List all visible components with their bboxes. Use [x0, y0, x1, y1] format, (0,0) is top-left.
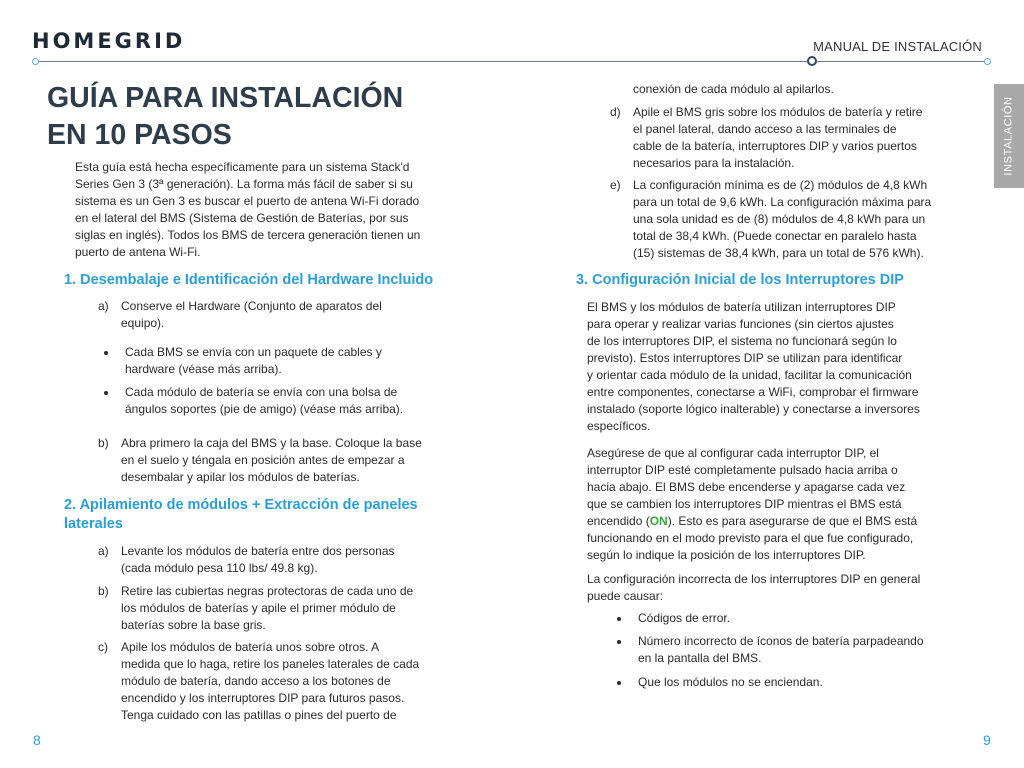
bullet-dot	[104, 351, 108, 355]
paragraph-line	[587, 513, 957, 530]
on-indicator: ON	[649, 514, 668, 528]
intro-line: puerto de antena Wi-Fi.	[75, 245, 201, 259]
list-item-line: necesarios para la instalación.	[633, 156, 795, 170]
intro-line: Esta guía está hecha específicamente para un sistema Stack'd	[75, 160, 410, 174]
list-label-c: c)	[98, 640, 108, 654]
manual-title: MANUAL DE INSTALACIÓN	[813, 39, 982, 54]
side-tab-label: INSTALACIÓN	[1003, 96, 1016, 176]
list-item-line: Tenga cuidado con las patillas o pines del puerto de	[121, 708, 397, 722]
paragraph-line: que se cambien los interruptores DIP mientras el BMS está	[587, 497, 902, 511]
page-number-left: 8	[33, 732, 41, 748]
bullet-item	[125, 344, 455, 378]
paragraph-line: específicos.	[587, 419, 651, 433]
section-2-heading	[64, 496, 464, 534]
list-item-line: cable de la batería, interruptores DIP y varios puertos	[633, 139, 917, 153]
list-item-line: módulo de batería, dando acceso a los botones de	[121, 674, 391, 688]
side-tab-instalacion	[994, 84, 1024, 188]
rule-center-marker	[807, 56, 817, 66]
paragraph-fragment: ). Esto es para asegurarse de que el BMS está	[667, 514, 918, 528]
list-item-line: equipo).	[121, 316, 165, 330]
section-2-heading-line: laterales	[64, 516, 123, 532]
bullet-item	[638, 674, 958, 691]
list-item-a	[121, 298, 451, 332]
section-3-paragraph-2	[587, 445, 957, 564]
bullet-dot	[104, 391, 108, 395]
paragraph-line: para operar y realizar varias funciones (sin ciertos ajustes	[587, 317, 894, 331]
list-label-d: d)	[610, 105, 621, 119]
bullet-line: en la pantalla del BMS.	[638, 651, 762, 665]
rule-end-dot-left	[32, 58, 39, 65]
bullet-dot	[617, 640, 621, 644]
list-item-line: total de 38,4 kWh. (Puede conectar en paralelo hasta	[633, 229, 917, 243]
paragraph-line: interruptor DIP esté completamente pulsado hacia arriba o	[587, 463, 898, 477]
paragraph-line: hacia abajo. El BMS debe encenderse y apagarse cada vez	[587, 480, 906, 494]
list-item-line: para un total de 9,6 kWh. La configuración máxima para	[633, 195, 932, 209]
list-item-line: La configuración mínima es de (2) módulos de 4,8 kWh	[633, 178, 928, 192]
intro-paragraph	[75, 159, 455, 261]
title-line-1: GUÍA PARA INSTALACIÓN	[47, 82, 404, 114]
list-item-line: en el suelo y téngala en posición antes de empezar a	[121, 453, 405, 467]
list-item-line: Conserve el Hardware (Conjunto de aparatos del	[121, 299, 382, 313]
bullet-line: Que los módulos no se enciendan.	[638, 675, 823, 689]
paragraph-line: funcionando en el modo previsto para el que fue configurado,	[587, 531, 914, 545]
page-number-right: 9	[983, 732, 991, 748]
list-item-line: los módulos de baterías y apile el primer módulo de	[121, 601, 396, 615]
paragraph-fragment: encendido (	[587, 514, 650, 528]
paragraph-line: de los interruptores DIP, el sistema no funcionará según lo	[587, 334, 897, 348]
list-item-line: Apile los módulos de batería unos sobre otros. A	[121, 640, 380, 654]
list-item-line: baterías sobre la base gris.	[121, 618, 266, 632]
list-item-e	[633, 177, 973, 262]
paragraph-line: La configuración incorrecta de los interruptores DIP en general	[587, 572, 921, 586]
header-rule-right	[817, 61, 985, 62]
list-item-line: Abra primero la caja del BMS y la base. Coloque la base	[121, 436, 422, 450]
list-item-line: desembalar y apilar los módulos de baterías.	[121, 470, 360, 484]
list-item-line: el panel lateral, dando acceso a las terminales de	[633, 122, 897, 136]
list-label-b: b)	[98, 584, 109, 598]
list-item-line: Apile el BMS gris sobre los módulos de batería y retire	[633, 105, 923, 119]
list-item-b	[121, 435, 461, 486]
intro-line: sistema es un Gen 3 es buscar el puerto de antena Wi-Fi dorado	[75, 194, 420, 208]
list-item-line: (cada módulo pesa 110 lbs/ 49.8 kg).	[121, 561, 318, 575]
title-line-2: EN 10 PASOS	[47, 119, 232, 151]
bullet-line: ángulos soportes (pie de amigo) (véase más arriba).	[125, 402, 404, 416]
list-item-d	[633, 104, 963, 172]
list-item-line: (15) sistemas de 38,4 kWh, para un total de 576 kWh).	[633, 246, 924, 260]
section-2-heading-line: 2. Apilamiento de módulos + Extracción de paneles	[64, 497, 418, 513]
list-item-line: encendido y los interruptores DIP para futuros pasos.	[121, 691, 405, 705]
section-3-paragraph-1	[587, 299, 957, 435]
section-1-heading: 1. Desembalaje e Identificación del Hardware Incluido	[64, 272, 434, 288]
page-title	[47, 80, 467, 154]
paragraph-line: según lo indique la posición de los interruptores DIP.	[587, 548, 866, 562]
bullet-dot	[617, 681, 621, 685]
paragraph-line: Asegúrese de que al configurar cada interruptor DIP, el	[587, 446, 879, 460]
intro-line: en el lateral del BMS (Sistema de Gestión de Baterías, por sus	[75, 211, 409, 225]
section-3-heading: 3. Configuración Inicial de los Interruptores DIP	[576, 272, 904, 288]
bullet-item	[125, 384, 455, 418]
homegrid-logo: HOMEGRID	[32, 29, 186, 53]
intro-line: siglas en inglés). Todos los BMS de tercera generación tienen un	[75, 228, 421, 242]
header-rule-left	[38, 61, 808, 62]
list-label-a: a)	[98, 544, 109, 558]
section-3-paragraph-3	[587, 571, 957, 605]
list-item-line: medida que lo haga, retire los paneles laterales de cada	[121, 657, 420, 671]
list-item-a	[121, 543, 461, 577]
list-label-e: e)	[610, 178, 621, 192]
paragraph-line: El BMS y los módulos de batería utilizan interruptores DIP	[587, 300, 896, 314]
paragraph-line: puede causar:	[587, 589, 664, 603]
list-item-b	[121, 583, 461, 634]
paragraph-line: previsto). Estos interruptores DIP se utilizan para identificar	[587, 351, 903, 365]
intro-line: Series Gen 3 (3ª generación). La forma más fácil de saber si su	[75, 177, 413, 191]
list-label-a: a)	[98, 299, 109, 313]
bullet-line: hardware (véase más arriba).	[125, 362, 282, 376]
bullet-line: Códigos de error.	[638, 611, 731, 625]
bullet-item	[638, 633, 958, 667]
list-item-line: una sola unidad es de (8) módulos de 4,8 kWh para un	[633, 212, 926, 226]
continued-line: conexión de cada módulo al apilarlos.	[633, 82, 834, 96]
bullet-dot	[617, 617, 621, 621]
list-item-line: Retire las cubiertas negras protectoras de cada uno de	[121, 584, 414, 598]
rule-end-dot-right	[984, 58, 991, 65]
list-item-c	[121, 639, 461, 724]
paragraph-line: instalado (soporte lógico inalterable) y conectarse a inversores	[587, 402, 920, 416]
bullet-item	[638, 610, 958, 627]
bullet-line: Cada módulo de batería se envía con una bolsa de	[125, 385, 398, 399]
paragraph-line: entre componentes, conectarse a WiFi, comprobar el firmware	[587, 385, 919, 399]
list-item-line: Levante los módulos de batería entre dos personas	[121, 544, 395, 558]
bullet-line: Número incorrecto de íconos de batería parpadeando	[638, 634, 924, 648]
paragraph-line: y orientar cada módulo de la unidad, facilitar la comunicación	[587, 368, 912, 382]
list-label-b: b)	[98, 436, 109, 450]
bullet-line: Cada BMS se envía con un paquete de cables y	[125, 345, 382, 359]
